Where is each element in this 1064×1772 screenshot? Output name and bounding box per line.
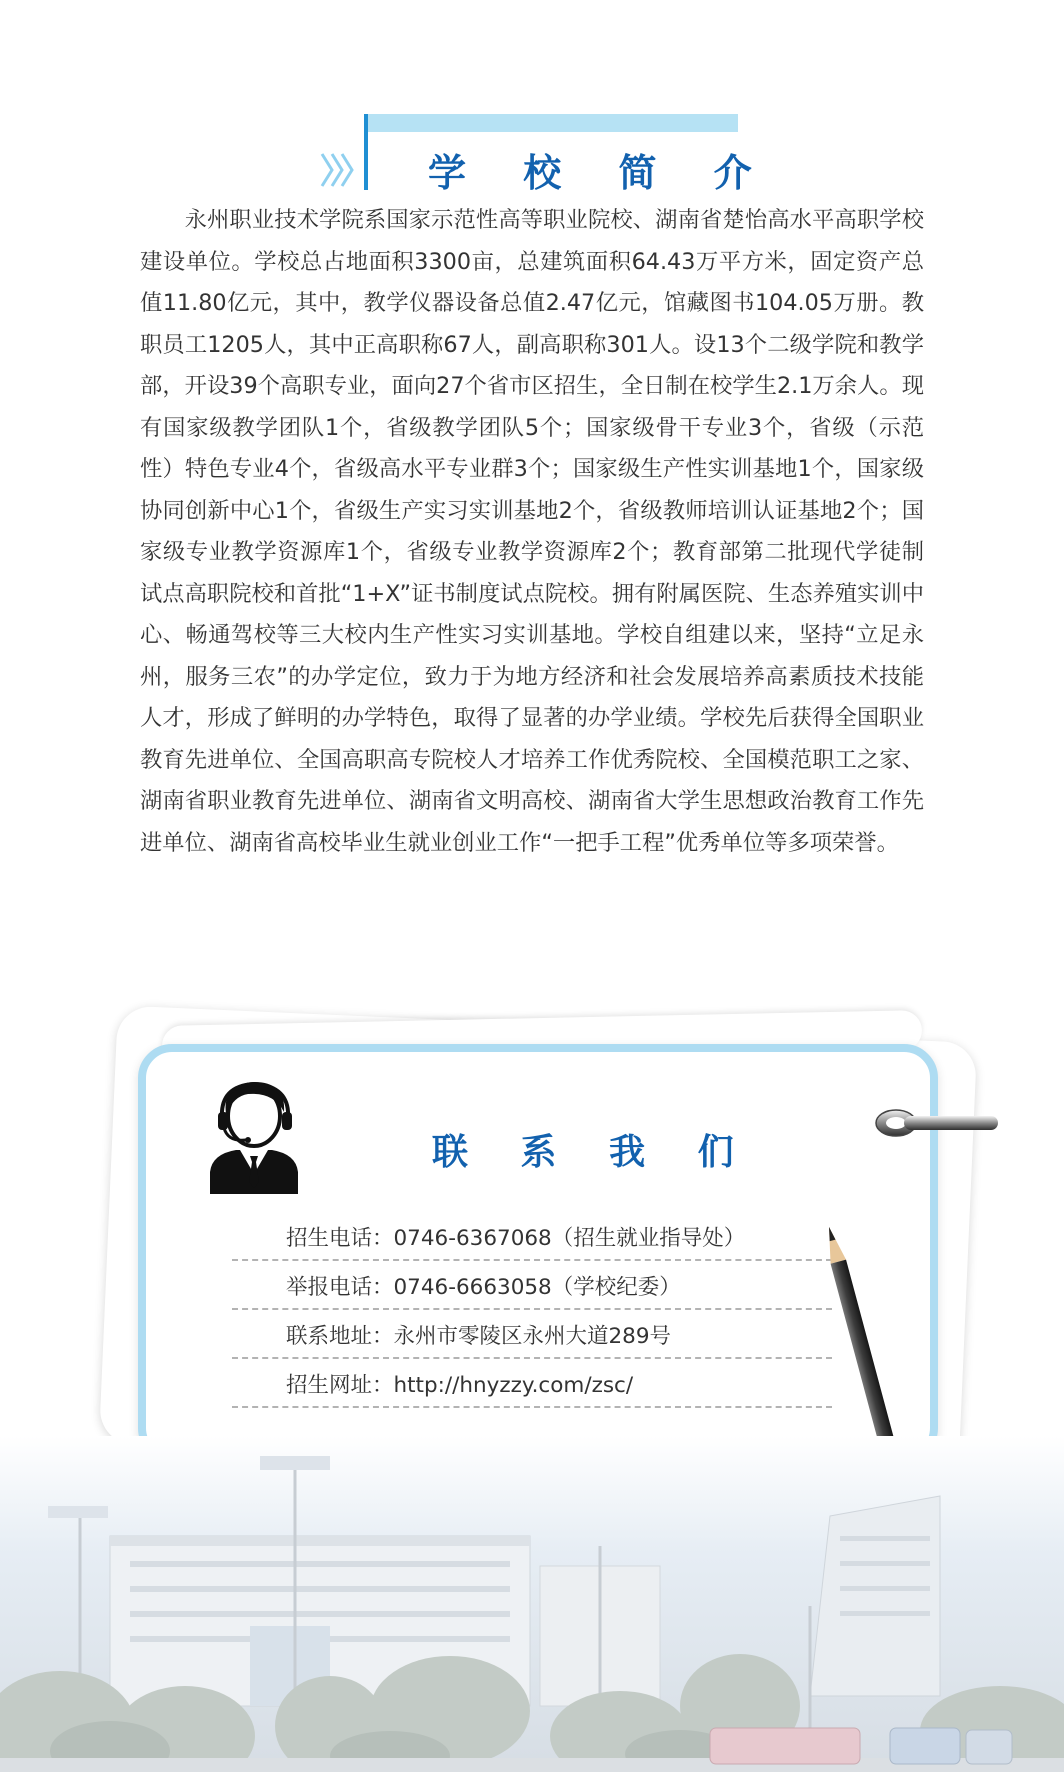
customer-service-avatar-icon	[208, 1078, 300, 1194]
contact-title: 联 系 我 们	[432, 1132, 754, 1173]
campus-scene-image	[0, 1436, 1064, 1772]
title-accent-bar	[364, 114, 738, 132]
contact-report-phone: 举报电话：0746-6663058（学校纪委）	[232, 1263, 832, 1310]
intro-title: 学 校 简 介	[428, 151, 774, 195]
chevron-right-icon	[320, 150, 360, 190]
title-accent-line	[364, 114, 368, 190]
intro-paragraph: 永州职业技术学院系国家示范性高等职业院校、湖南省楚怡高水平高职学校建设单位。学校总占地面积3300亩，总建筑面积64.43万平方米，固定资产总值11.80亿元，其中，教学仪器设备总值2.47亿元，馆藏图书104.05万册。教职员工1205人，其中正高职称67人，副高职称301人。设13个二级学院和教学部，开设39个高职专业，面向27个省市区招生，全日制在校学生2.1万余人。现有国家级教学团队1个，省级教学团队5个；国家级骨干专业3个，省级（示范性）特色专业4个，省级高水平专业群3个；国家级生产性实训基地1个，国家级协同创新中心1个，省级生产实习实训基地2个，省级教师培训认证基地2个；国家级专业教学资源库1个，省级专业教学资源库2个；教育部第二批现代学徒制试点高职院校和首批“1+X”证书制度试点院校。拥有附属医院、生态养殖实训中心、畅通驾校等三大校内生产性实习实训基地。学校自组建以来，坚持“立足永州，服务三农”的办学定位，致力于为地方经济和社会发展培养高素质技术技能人才，形成了鲜明的办学特色，取得了显著的办学业绩。学校先后获得全国职业教育先进单位、全国高职高专院校人才培养工作优秀院校、全国模范职工之家、湖南省职业教育先进单位、湖南省文明高校、湖南省大学生思想政治教育工作先进单位、湖南省高校毕业生就业创业工作“一把手工程”优秀单位等多项荣誉。	[140, 207, 924, 856]
intro-title-block	[320, 112, 774, 195]
contact-list	[232, 1214, 832, 1410]
contact-website: 招生网址：http://hnyzzy.com/zsc/	[232, 1361, 832, 1408]
contact-admissions-phone: 招生电话：0746-6367068（招生就业指导处）	[232, 1214, 832, 1261]
contact-address: 联系地址：永州市零陵区永州大道289号	[232, 1312, 832, 1359]
binder-clip-icon	[874, 1108, 1000, 1138]
